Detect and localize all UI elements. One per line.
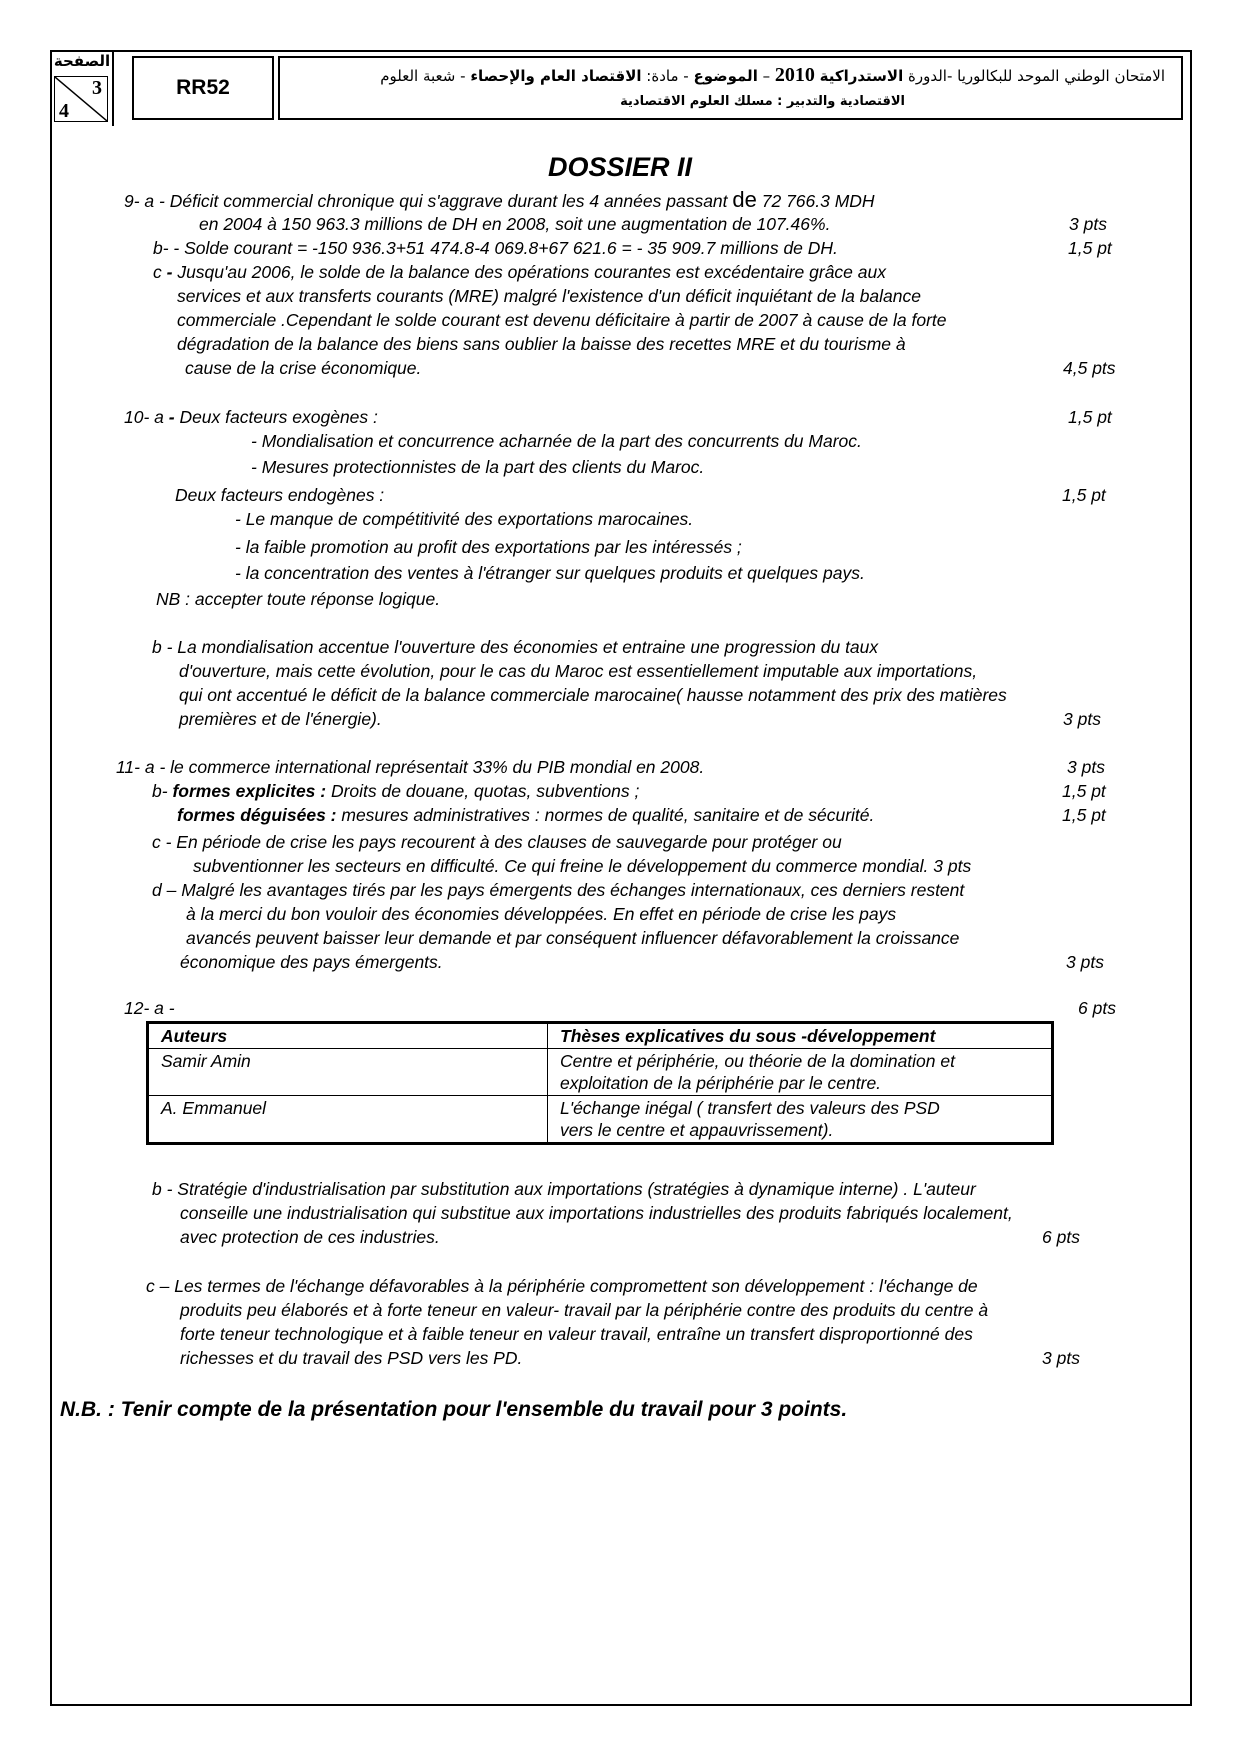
q9-a-points: 3 pts bbox=[1069, 214, 1107, 234]
q12-c-line-1: c – Les termes de l'échange défavorables à la périphérie compromettent son développement : l'échange de bbox=[146, 1276, 978, 1296]
q10-b-line-3: qui ont accentué le déficit de la balance commerciale marocaine( hausse notamment des prix des matières bbox=[179, 685, 1007, 705]
q12-b-line-2: conseille une industrialisation qui substitue aux importations industrielles des produits fabriqués localement, bbox=[180, 1203, 1013, 1223]
q11-b-explicit bbox=[152, 780, 639, 802]
q10-a-dash: - bbox=[168, 407, 175, 427]
q9-c-line-2: services et aux transferts courants (MRE) malgré l'existence d'un déficit inquiétant de la balance bbox=[177, 286, 921, 306]
thesis-line: Centre et périphérie, ou théorie de la domination et bbox=[560, 1051, 955, 1071]
exam-year: 2010 bbox=[774, 64, 815, 86]
page-total: 4 bbox=[59, 100, 69, 122]
q9-b-line-1: b- - Solde courant = -150 936.3+51 474.8-4 069.8+67 621.6 = - 35 909.7 millions de DH. bbox=[153, 238, 838, 258]
thesis-line: vers le centre et appauvrissement). bbox=[560, 1120, 834, 1140]
q11-explicit-points: 1,5 pt bbox=[1062, 781, 1106, 801]
title-end: - شعبة العلوم bbox=[380, 67, 471, 85]
q12-a-label: 12- a - bbox=[124, 998, 175, 1018]
q10-b-points: 3 pts bbox=[1063, 709, 1101, 729]
q10-exogenous-2: - Mesures protectionnistes de la part des clients du Maroc. bbox=[251, 457, 705, 477]
q9-a-de: de bbox=[732, 187, 757, 212]
thesis-line: L'échange inégal ( transfert des valeurs des PSD bbox=[560, 1098, 940, 1118]
thesis-cell bbox=[548, 1096, 1053, 1144]
author-cell: Samir Amin bbox=[148, 1049, 548, 1096]
final-note: N.B. : Tenir compte de la présentation pour l'ensemble du travail pour 3 points. bbox=[60, 1398, 848, 1421]
q10-b-line-1: b - La mondialisation accentue l'ouverture des économies et entraine une progression du taux bbox=[152, 637, 879, 657]
q11-c-line-1: c - En période de crise les pays recourent à des clauses de sauvegarde pour protéger ou bbox=[152, 832, 842, 852]
q10-exogenous-1: - Mondialisation et concurrence acharnée de la part des concurrents du Maroc. bbox=[251, 431, 862, 451]
q11-d-points: 3 pts bbox=[1066, 952, 1104, 972]
table-row bbox=[148, 1049, 1053, 1096]
thesis-cell bbox=[548, 1049, 1053, 1096]
q9-c-prefix: c bbox=[153, 262, 167, 282]
q11-disguised-points: 1,5 pt bbox=[1062, 805, 1106, 825]
q9-a-line-2: en 2004 à 150 963.3 millions de DH en 2008, soit une augmentation de 107.46%. bbox=[199, 214, 831, 234]
q11-b-disguised bbox=[177, 804, 874, 826]
exam-title-box bbox=[278, 56, 1183, 120]
q9-c-line-4: dégradation de la balance des biens sans oublier la baisse des recettes MRE et du tourisme à bbox=[177, 334, 906, 354]
q11-b-prefix: b- bbox=[152, 781, 173, 801]
author-cell: A. Emmanuel bbox=[148, 1096, 548, 1144]
q12-a-points: 6 pts bbox=[1078, 998, 1116, 1018]
q9-c-text: Jusqu'au 2006, le solde de la balance des opérations courantes est excédentaire grâce aux bbox=[172, 262, 886, 282]
q11-d-line-3: avancés peuvent baisser leur demande et par conséquent influencer défavorablement la croissance bbox=[186, 928, 960, 948]
q9-a-line-1 bbox=[124, 189, 875, 212]
q11-c-line-2: subventionner les secteurs en difficulté. Ce qui freine le développement du commerce mondial. 3 pts bbox=[193, 856, 972, 876]
q11-a-line-1: 11- a - le commerce international représentait 33% du PIB mondial en 2008. bbox=[116, 757, 705, 777]
q10-b-line-2: d'ouverture, mais cette évolution, pour le cas du Maroc est essentiellement imputable aux importations, bbox=[179, 661, 978, 681]
exam-header bbox=[50, 50, 1192, 126]
authors-theses-table bbox=[146, 1021, 1054, 1145]
q9-c-points: 4,5 pts bbox=[1063, 358, 1116, 378]
subject-label: الموضوع bbox=[693, 67, 758, 85]
q10-endogenous-title: Deux facteurs endogènes : bbox=[175, 485, 385, 505]
q9-c-line-5: cause de la crise économique. bbox=[185, 358, 422, 378]
q9-c-line-3: commerciale .Cependant le solde courant est devenu déficitaire à partir de 2007 à cause de la forte bbox=[177, 310, 947, 330]
page-label: الصفحة bbox=[53, 52, 111, 70]
page-number-box bbox=[50, 50, 114, 126]
session-name: الاستدراكية bbox=[819, 67, 904, 85]
q12-c-line-3: forte teneur technologique et à faible teneur en valeur travail, entraîne un transfert disproportionné des bbox=[180, 1324, 973, 1344]
q10-endogenous-1: - Le manque de compétitivité des exportations marocaines. bbox=[235, 509, 694, 529]
q12-b-line-1: b - Stratégie d'industrialisation par substitution aux importations (stratégies à dynamique interne) . L'auteur bbox=[152, 1179, 976, 1199]
title-mid: – bbox=[757, 67, 775, 85]
q12-b-points: 6 pts bbox=[1042, 1227, 1080, 1247]
q11-disguised-label: formes déguisées : bbox=[177, 805, 337, 825]
q10-endogenous-points: 1,5 pt bbox=[1062, 485, 1106, 505]
q11-explicit-text: Droits de douane, quotas, subventions ; bbox=[326, 781, 640, 801]
page-current: 3 bbox=[92, 77, 102, 99]
q12-c-line-4: richesses et du travail des PSD vers les PD. bbox=[180, 1348, 523, 1368]
table-header-row bbox=[148, 1023, 1053, 1049]
exam-code: RR52 bbox=[132, 56, 274, 120]
column-header-theses: Thèses explicatives du sous -développement bbox=[548, 1023, 1053, 1049]
q10-nb: NB : accepter toute réponse logique. bbox=[156, 589, 441, 609]
q11-d-line-4: économique des pays émergents. bbox=[180, 952, 443, 972]
q11-a-points: 3 pts bbox=[1067, 757, 1105, 777]
q12-c-points: 3 pts bbox=[1042, 1348, 1080, 1368]
q11-d-line-1: d – Malgré les avantages tirés par les pays émergents des échanges internationaux, ces derniers restent bbox=[152, 880, 965, 900]
q9-b-points: 1,5 pt bbox=[1068, 238, 1112, 258]
q12-c-line-2: produits peu élaborés et à forte teneur en valeur- travail par la périphérie contre des produits du centre à bbox=[180, 1300, 989, 1320]
q9-c-dash: - bbox=[166, 262, 173, 282]
exam-title-line-1 bbox=[296, 62, 1165, 89]
exam-title-line-2: الاقتصادية والتدبير : مسلك العلوم الاقتصادية bbox=[620, 94, 905, 109]
thesis-line: exploitation de la périphérie par le centre. bbox=[560, 1073, 882, 1093]
q10-a-prefix: 10- a bbox=[124, 407, 169, 427]
q10-a-line-1 bbox=[124, 406, 378, 428]
title-mid-2: - مادة: bbox=[641, 67, 694, 85]
q11-disguised-text: mesures administratives : normes de qualité, sanitaire et de sécurité. bbox=[336, 805, 875, 825]
subject-name: الاقتصاد العام والإحصاء bbox=[470, 67, 642, 85]
q9-c-line-1 bbox=[153, 261, 886, 283]
column-header-authors: Auteurs bbox=[148, 1023, 548, 1049]
q10-a-points: 1,5 pt bbox=[1068, 407, 1112, 427]
q10-endogenous-2: - la faible promotion au profit des exportations par les intéressés ; bbox=[235, 537, 742, 557]
q11-explicit-label: formes explicites : bbox=[172, 781, 327, 801]
q10-b-line-4: premières et de l'énergie). bbox=[179, 709, 382, 729]
q11-d-line-2: à la merci du bon vouloir des économies développées. En effet en période de crise les pays bbox=[186, 904, 897, 924]
title-start: الامتحان الوطني الموحد للبكالوريا -الدورة bbox=[903, 67, 1165, 85]
table-row bbox=[148, 1096, 1053, 1144]
q9-a-text-end: 72 766.3 MDH bbox=[756, 191, 875, 211]
q10-a-text: Deux facteurs exogènes : bbox=[174, 407, 378, 427]
dossier-title: DOSSIER II bbox=[547, 152, 693, 182]
page-fraction bbox=[54, 76, 108, 122]
q9-a-text: 9- a - Déficit commercial chronique qui s'aggrave durant les 4 années passant bbox=[124, 191, 733, 211]
q12-b-line-3: avec protection de ces industries. bbox=[180, 1227, 440, 1247]
q10-endogenous-3: - la concentration des ventes à l'étranger sur quelques produits et quelques pays. bbox=[235, 563, 865, 583]
